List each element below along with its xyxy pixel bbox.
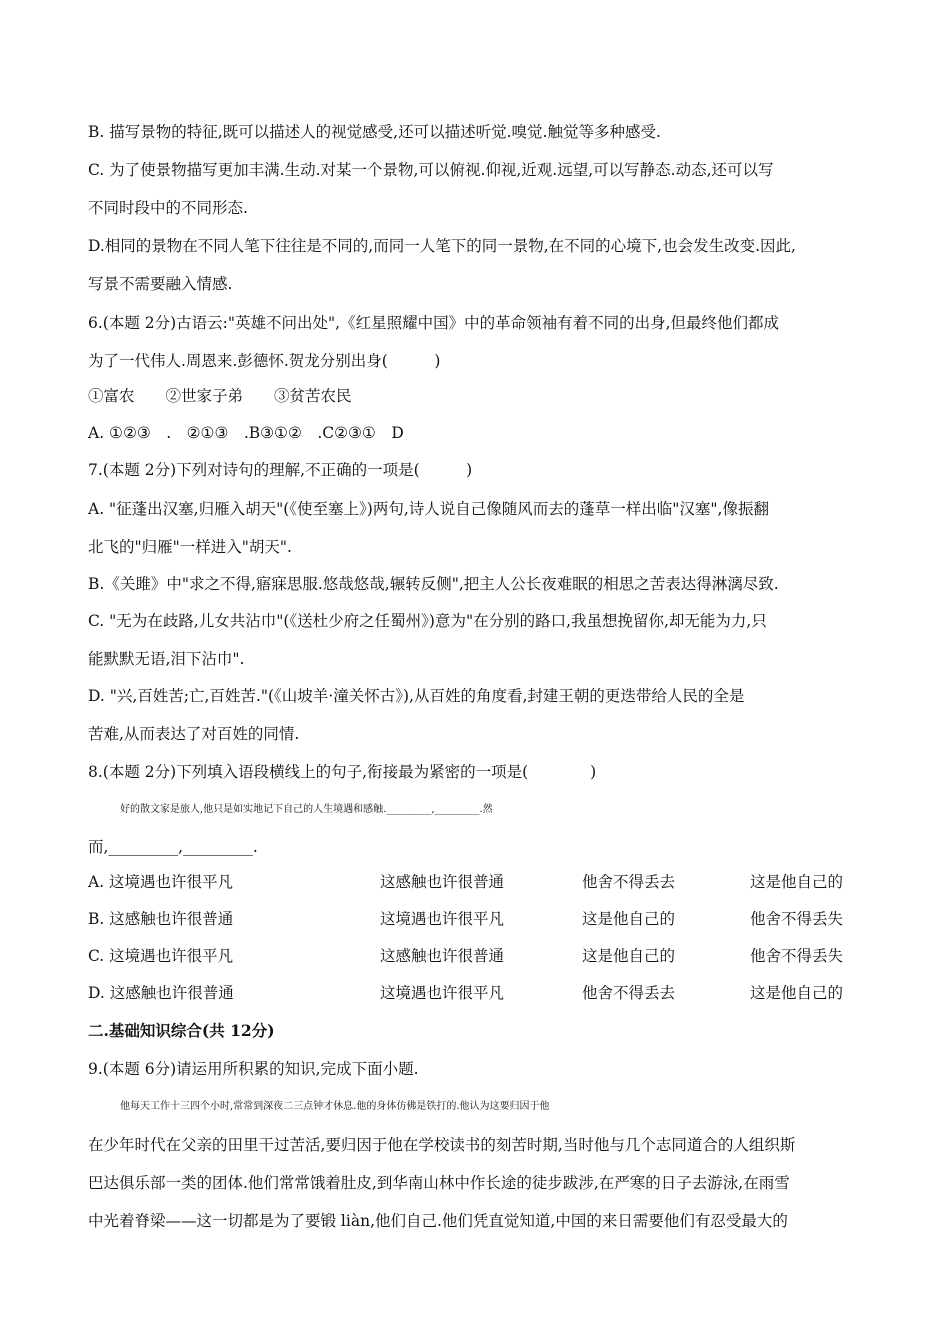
q8-option-a-col-2: 这感触也许很普通 (380, 873, 505, 891)
q7-option-a-line-1: A. "征蓬出汉塞,归雁入胡天"(《使至塞上》)两句,诗人说自己像随风而去的蓬草一样出临"汉塞",像振翻 (88, 500, 769, 518)
q9-passage-line-1: 他每天工作十三四个小时,常常到深夜二三点钟才休息.他的身体仿佛是铁打的.他认为这要归因于他 (120, 1101, 550, 1112)
q8-option-d-col-3: 他舍不得丢去 (582, 984, 676, 1002)
q8-passage-line-1: 好的散文家是旅人,他只是如实地记下自己的人生境遇和感触._________,_________.然 (120, 804, 493, 815)
q8-option-a (88, 871, 868, 893)
q6-stem-line-2: 为了一代伟人.周恩来.彭德怀.贺龙分别出身( ) (88, 352, 441, 370)
q9-stem: 9.(本题 6分)请运用所积累的知识,完成下面小题. (88, 1060, 419, 1078)
q7-option-d-line-1: D. "兴,百姓苦;亡,百姓苦."(《山坡羊·潼关怀古》),从百姓的角度看,封建王朝的更迭带给人民的全是 (88, 687, 745, 705)
q6-choices: ①富农 ②世家子弟 ③贫苦农民 (88, 387, 352, 405)
section-2-heading: 二.基础知识综合(共 12分) (88, 1021, 275, 1040)
q8-option-c-col-4: 他舍不得丢失 (750, 947, 844, 965)
q8-option-d (88, 982, 868, 1004)
q7-option-d-line-2: 苦难,从而表达了对百姓的同情. (88, 725, 300, 743)
q8-option-b-col-3: 这是他自己的 (582, 910, 676, 928)
q8-option-b-col-4: 他舍不得丢失 (750, 910, 844, 928)
q8-option-c-col-3: 这是他自己的 (582, 947, 676, 965)
q7-stem: 7.(本题 2分)下列对诗句的理解,不正确的一项是( ) (88, 461, 473, 479)
q5-option-b-line: B. 描写景物的特征,既可以描述人的视觉感受,还可以描述听觉.嗅觉.触觉等多种感受. (88, 123, 661, 141)
q8-option-c-col-1: C. 这境遇也许很平凡 (88, 947, 234, 965)
q8-option-c-col-2: 这感触也许很普通 (380, 947, 505, 965)
q5-option-c-line-2: 不同时段中的不同形态. (88, 199, 248, 217)
q8-option-a-col-3: 他舍不得丢去 (582, 873, 676, 891)
q8-option-d-col-4: 这是他自己的 (750, 984, 844, 1002)
q8-option-a-col-4: 这是他自己的 (750, 873, 844, 891)
q6-stem-line-1: 6.(本题 2分)古语云:"英雄不问出处",《红星照耀中国》中的革命领袖有着不同的出身,但最终他们都成 (88, 314, 780, 332)
q5-option-c-line-1: C. 为了使景物描写更加丰满.生动.对某一个景物,可以俯视.仰视,近观.远望,可以写静态.动态,还可以写 (88, 161, 774, 179)
q8-option-b-col-1: B. 这感触也许很普通 (88, 910, 234, 928)
q8-option-a-col-1: A. 这境遇也许很平凡 (88, 873, 234, 891)
q5-option-d-line-2: 写景不需要融入情感. (88, 275, 233, 293)
q6-answers: A. ①②③ . ②①③ .B③①② .C②③① D (88, 424, 404, 442)
q8-passage-line-2: 而,_________,_________. (88, 838, 258, 856)
q9-passage-line-4: 中光着脊梁——这一切都是为了要锻 liàn,他们自己.他们凭直觉知道,中国的来日需要他们有忍受最大的 (88, 1212, 788, 1230)
q7-option-c-line-1: C. "无为在歧路,儿女共沾巾"(《送杜少府之任蜀州》)意为"在分别的路口,我虽想挽留你,却无能为力,只 (88, 612, 767, 630)
q8-option-d-col-2: 这境遇也许很平凡 (380, 984, 505, 1002)
q5-option-d-line-1: D.相同的景物在不同人笔下往往是不同的,而同一人笔下的同一景物,在不同的心境下,也会发生改变.因此, (88, 237, 796, 255)
q7-option-c-line-2: 能默默无语,泪下沾巾". (88, 650, 245, 668)
q8-option-c (88, 945, 868, 967)
q7-option-b: B.《关雎》中"求之不得,寤寐思服.悠哉悠哉,辗转反侧",把主人公长夜难眠的相思之苦表达得淋漓尽致. (88, 575, 779, 593)
q8-option-b (88, 908, 868, 930)
q7-option-a-line-2: 北飞的"归雁"一样进入"胡天". (88, 538, 292, 556)
q9-passage-line-2: 在少年时代在父亲的田里干过苦活,要归因于他在学校读书的刻苦时期,当时他与几个志同道合的人组织斯 (88, 1136, 796, 1154)
q8-option-b-col-2: 这境遇也许很平凡 (380, 910, 505, 928)
q9-passage-line-3: 巴达俱乐部一类的团体.他们常常饿着肚皮,到华南山林中作长途的徒步跋涉,在严寒的日子去游泳,在雨雪 (88, 1174, 790, 1192)
q8-option-d-col-1: D. 这感触也许很普通 (88, 984, 234, 1002)
q8-stem: 8.(本题 2分)下列填入语段横线上的句子,衔接最为紧密的一项是( ) (88, 763, 597, 781)
